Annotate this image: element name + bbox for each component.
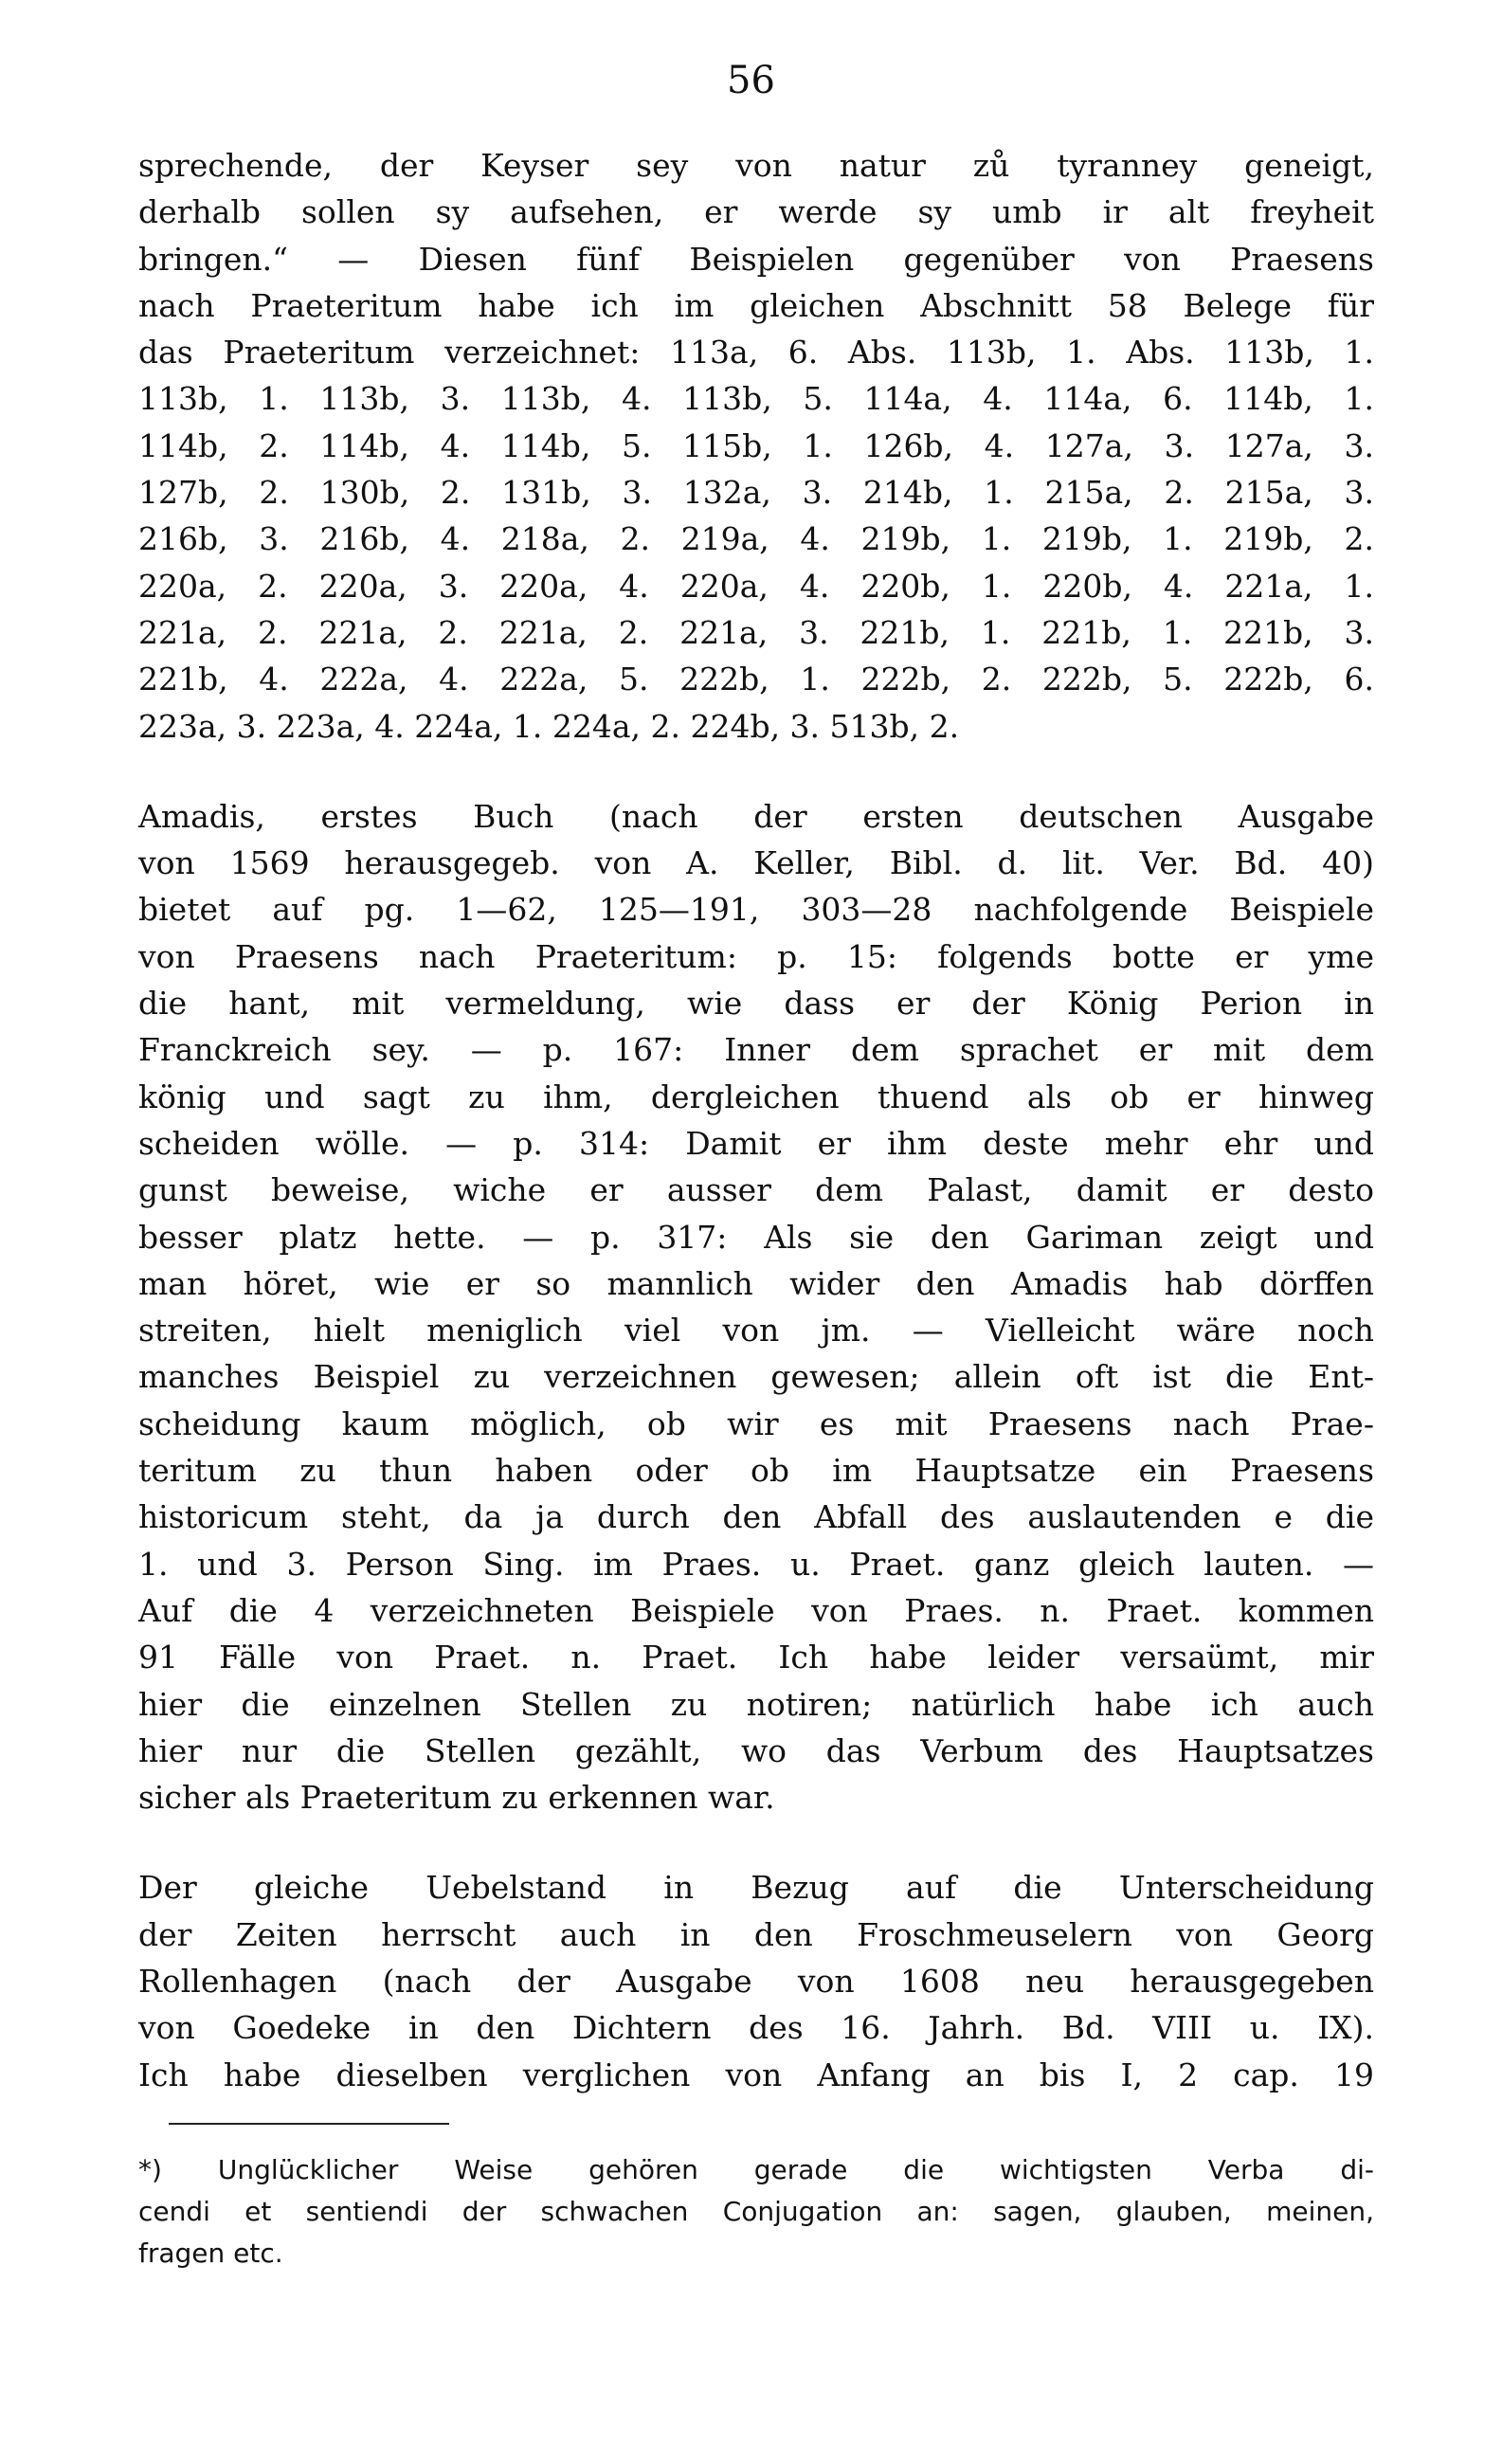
text-line: 216b, 3. 216b, 4. 218a, 2. 219a, 4. 219b, 1. 219b, 1. 219b, 2. [138, 520, 1374, 558]
text-line: 127b, 2. 130b, 2. 131b, 3. 132a, 3. 214b, 1. 215a, 2. 215a, 3. [138, 474, 1374, 512]
text-line: hier nur die Stellen gezählt, wo das Verbum des Hauptsatzes [138, 1731, 1374, 1769]
text-line: Amadis, erstes Buch (nach der ersten deutschen Ausgabe [138, 797, 1374, 835]
text-line: Rollenhagen (nach der Ausgabe von 1608 neu herausgegeben [138, 1962, 1374, 2000]
text-line: 114b, 2. 114b, 4. 114b, 5. 115b, 1. 126b, 4. 127a, 3. 127a, 3. [138, 426, 1374, 464]
text-line: 221b, 4. 222a, 4. 222a, 5. 222b, 1. 222b, 2. 222b, 5. 222b, 6. [138, 661, 1374, 698]
text-line: die hant, mit vermeldung, wie dass er der König Perion in [138, 985, 1374, 1023]
text-line: Franckreich sey. — p. 167: Inner dem sprachet er mit dem [138, 1031, 1374, 1069]
footnote-line: fragen etc. [138, 2238, 283, 2269]
text-line: teritum zu thun haben oder ob im Hauptsatze ein Praesens [138, 1452, 1374, 1490]
text-line: bietet auf pg. 1—62, 125—191, 303—28 nachfolgende Beispiele [138, 891, 1374, 929]
paragraph-examples-list [138, 142, 1374, 750]
text-line: sicher als Praeteritum zu erkennen war. [138, 1779, 775, 1817]
footnote-line: *) Unglücklicher Weise gehören gerade die wichtigsten Verba di- [138, 2154, 1374, 2185]
text-line: sprechende, der Keyser sey von natur zů tyranney geneigt, [138, 147, 1374, 184]
text-line: von 1569 herausgegeb. von A. Keller, Bibl. d. lit. Ver. Bd. 40) [138, 844, 1374, 882]
text-line: von Goedeke in den Dichtern des 16. Jahrh. Bd. VIII u. IX). [138, 2009, 1374, 2047]
text-line: streiten, hielt meniglich viel von jm. — Vielleicht wäre noch [138, 1312, 1374, 1350]
page-number: 56 [727, 59, 775, 102]
text-line: 220a, 2. 220a, 3. 220a, 4. 220a, 4. 220b, 1. 220b, 4. 221a, 1. [138, 567, 1374, 605]
text-line: derhalb sollen sy aufsehen, er werde sy umb ir alt freyheit [138, 193, 1374, 231]
text-line: nach Praeteritum habe ich im gleichen Abschnitt 58 Belege für [138, 286, 1374, 324]
text-line: historicum steht, da ja durch den Abfall des auslautenden e die [138, 1498, 1374, 1536]
text-line: Ich habe dieselben verglichen von Anfang an bis I, 2 cap. 19 [138, 2056, 1374, 2093]
text-line: man höret, wie er so mannlich wider den Amadis hab dörffen [138, 1264, 1374, 1302]
text-line: 223a, 3. 223a, 4. 224a, 1. 224a, 2. 224b, 3. 513b, 2. [138, 707, 960, 745]
text-line: gunst beweise, wiche er ausser dem Palast, damit er desto [138, 1171, 1374, 1209]
text-line: hier die einzelnen Stellen zu notiren; natürlich habe ich auch [138, 1685, 1374, 1723]
text-line: 221a, 2. 221a, 2. 221a, 2. 221a, 3. 221b, 1. 221b, 1. 221b, 3. [138, 613, 1374, 651]
text-line: Der gleiche Uebelstand in Bezug auf die Unterscheidung [138, 1869, 1374, 1907]
text-line: scheiden wölle. — p. 314: Damit er ihm deste mehr ehr und [138, 1124, 1374, 1162]
text-line: der Zeiten herrscht auch in den Froschmeuselern von Georg [138, 1915, 1374, 1953]
footnote [138, 2149, 1374, 2274]
text-line: 113b, 1. 113b, 3. 113b, 4. 113b, 5. 114a, 4. 114a, 6. 114b, 1. [138, 380, 1374, 418]
text-line: könig und sagt zu ihm, dergleichen thuend als ob er hinweg [138, 1078, 1374, 1115]
text-line: Auf die 4 verzeichneten Beispiele von Praes. n. Praet. kommen [138, 1591, 1374, 1629]
text-line: scheidung kaum möglich, ob wir es mit Praesens nach Prae- [138, 1404, 1374, 1442]
body-text [138, 142, 1374, 2098]
paragraph-froschmeuseler [138, 1864, 1374, 2097]
text-line: 91 Fälle von Praet. n. Praet. Ich habe leider versaümt, mir [138, 1639, 1374, 1676]
text-line: von Praesens nach Praeteritum: p. 15: folgends botte er yme [138, 937, 1374, 975]
text-line: besser platz hette. — p. 317: Als sie den Gariman zeigt und [138, 1218, 1374, 1256]
footnote-line: cendi et sentiendi der schwachen Conjugation an: sagen, glauben, meinen, [138, 2196, 1374, 2227]
text-line: 1. und 3. Person Sing. im Praes. u. Praet. ganz gleich lauten. — [138, 1545, 1374, 1583]
text-line: bringen.“ — Diesen fünf Beispielen gegenüber von Praesens [138, 240, 1374, 278]
footnote-rule [169, 2123, 449, 2125]
paragraph-amadis [138, 793, 1374, 1821]
text-line: manches Beispiel zu verzeichnen gewesen; allein oft ist die Ent- [138, 1358, 1374, 1396]
text-line: das Praeteritum verzeichnet: 113a, 6. Abs. 113b, 1. Abs. 113b, 1. [138, 334, 1374, 371]
